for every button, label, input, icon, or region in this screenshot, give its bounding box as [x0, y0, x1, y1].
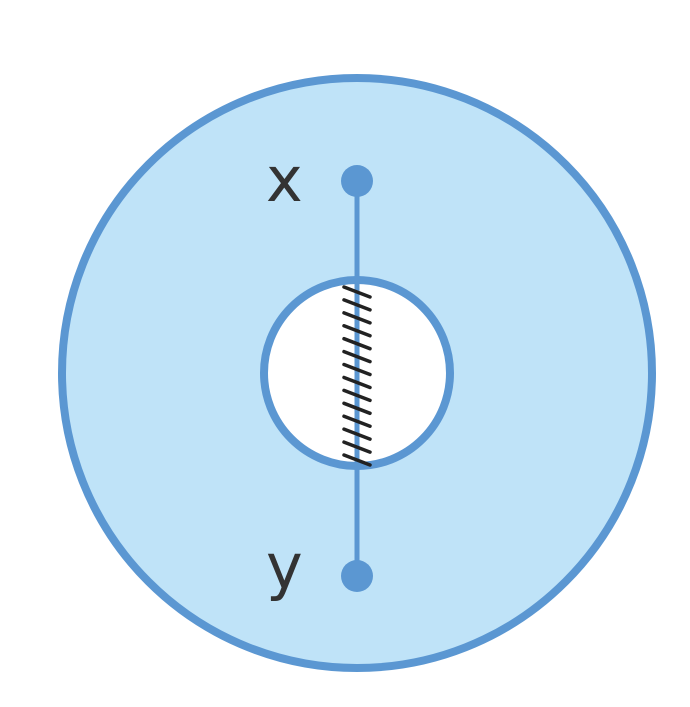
- point-y: [341, 560, 373, 592]
- label-y: y: [266, 530, 303, 603]
- label-x: x: [266, 143, 303, 216]
- point-x: [341, 165, 373, 197]
